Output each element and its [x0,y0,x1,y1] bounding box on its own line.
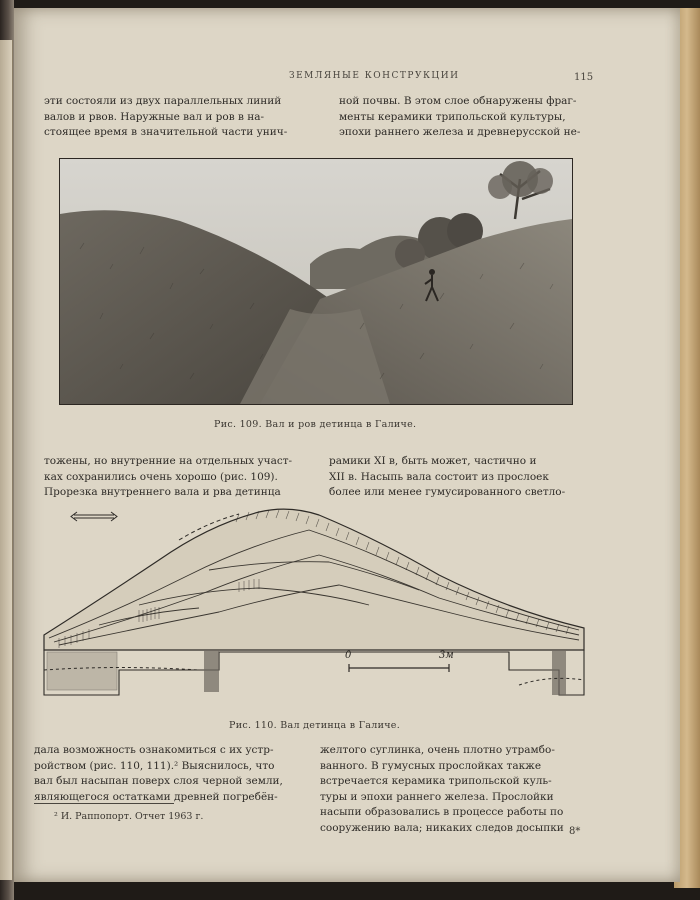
text-line: ках сохранились очень хорошо (рис. 109). [44,470,278,483]
top-text-right-column [339,94,601,141]
figure-109-caption: Рис. 109. Вал и ров детинца в Галиче. [214,419,417,430]
figure-109-photo [59,158,573,405]
signature-mark: 8* [569,826,581,837]
bottom-text-right-column [320,743,602,836]
text-line: тожены, но внутренние на отдельных участ- [44,455,293,467]
middle-text-right-column [329,454,601,501]
scale-bar [349,664,449,672]
text-line: ванного. В гумусных прослойках также [320,759,542,772]
text-line: Прорезка внутреннего вала и рва детинца [44,486,281,498]
footnote: ² И. Раппопорт. Отчет 1963 г. [54,811,204,822]
text-line: валов и рвов. Наружные вал и ров в на- [44,110,265,123]
footnote-rule [34,803,174,804]
text-line: туры и эпохи раннего железа. Прослойки [320,790,554,803]
book-page [14,8,680,882]
figure-110-caption: Рис. 110. Вал детинца в Галиче. [229,720,401,731]
scale-end-label: 3м [439,650,454,661]
text-line: более или менее гумусированного светло- [329,486,566,498]
text-line: вал был насыпан поверх слоя черной земли, [34,775,283,787]
text-line: насыпи образовались в процессе работы по [320,806,564,818]
text-line: дала возможность ознакомиться с их устр- [34,744,274,756]
text-line: эпохи раннего железа и древнерусской не- [339,126,581,138]
text-line: ройством (рис. 110, 111).² Выяснилось, что [34,759,275,772]
scale-start-label: 0 [345,650,352,661]
bottom-text-left-column [34,743,312,805]
page-number: 115 [574,72,594,83]
text-line: стоящее время в значительной части унич- [44,126,288,138]
middle-text-left-column [44,454,312,501]
text-line: являющегося остатками древней погребён- [34,790,278,803]
text-line: встречается керамика трипольской куль- [320,775,552,787]
text-line: желтого суглинка, очень плотно утрамбо- [320,744,555,756]
text-line: XII в. Насыпь вала состоит из прослоек [329,470,549,483]
direction-arrow-icon [71,512,117,521]
running-head: ЗЕМЛЯНЫЕ КОНСТРУКЦИИ [289,71,460,81]
text-line: ной почвы. В этом слое обнаружены фраг- [339,95,577,107]
left-page-edge [0,40,13,880]
text-line: сооружению вала; никаких следов досыпки [320,821,564,834]
top-text-left-column [44,94,312,141]
text-line: эти состояли из двух параллельных линий [44,95,282,107]
text-line: рамики XI в, быть может, частично и [329,455,537,467]
text-line: менты керамики трипольской культуры, [339,110,566,123]
figure-110-section-drawing [39,500,599,705]
